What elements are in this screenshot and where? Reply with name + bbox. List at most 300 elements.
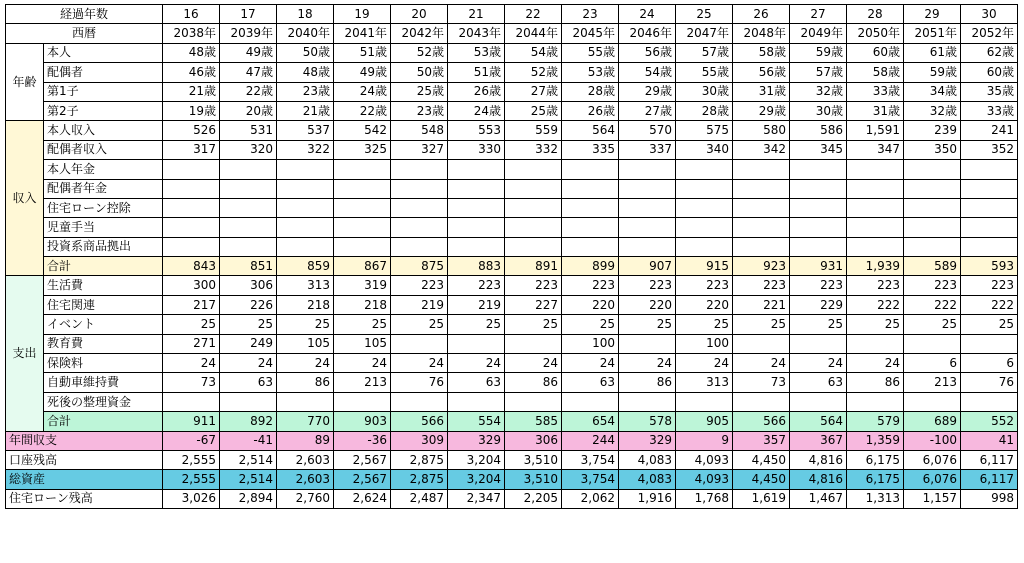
value-cell — [847, 160, 904, 179]
western-year-cell: 2050年 — [847, 24, 904, 43]
value-cell: 223 — [904, 276, 961, 295]
value-cell: 25 — [220, 315, 277, 334]
value-cell: 2,875 — [391, 450, 448, 469]
value-cell: 220 — [562, 295, 619, 314]
value-cell: 1,157 — [904, 489, 961, 508]
value-cell: 352 — [961, 140, 1018, 159]
value-cell: 26歳 — [562, 101, 619, 120]
value-cell: 25 — [334, 315, 391, 334]
value-cell: 63 — [562, 373, 619, 392]
value-cell: 770 — [277, 412, 334, 431]
value-cell: 327 — [391, 140, 448, 159]
value-cell: 100 — [676, 334, 733, 353]
value-cell: 4,816 — [790, 470, 847, 489]
value-cell: 907 — [619, 257, 676, 276]
value-cell: 24 — [619, 354, 676, 373]
value-cell: 1,768 — [676, 489, 733, 508]
value-cell: 332 — [505, 140, 562, 159]
value-cell: 22歳 — [220, 82, 277, 101]
western-label: 西暦 — [6, 24, 163, 43]
western-year-cell: 2043年 — [448, 24, 505, 43]
value-cell: 24歳 — [448, 101, 505, 120]
value-cell: 244 — [562, 431, 619, 450]
value-cell — [220, 160, 277, 179]
value-cell: -41 — [220, 431, 277, 450]
row-label: 教育費 — [44, 334, 163, 353]
value-cell — [448, 392, 505, 411]
value-cell: 62歳 — [961, 43, 1018, 62]
value-cell: 41 — [961, 431, 1018, 450]
value-cell — [505, 237, 562, 256]
value-cell: 30歳 — [676, 82, 733, 101]
value-cell: -36 — [334, 431, 391, 450]
value-cell: 50歳 — [391, 63, 448, 82]
value-cell: 213 — [904, 373, 961, 392]
value-cell: 24 — [391, 354, 448, 373]
value-cell: 59歳 — [904, 63, 961, 82]
value-cell: 47歳 — [220, 63, 277, 82]
expense-row — [6, 315, 1018, 334]
value-cell: 6,175 — [847, 450, 904, 469]
value-cell: 24歳 — [334, 82, 391, 101]
value-cell: 229 — [790, 295, 847, 314]
value-cell: 24 — [505, 354, 562, 373]
value-cell: 73 — [163, 373, 220, 392]
value-cell: 63 — [220, 373, 277, 392]
value-cell — [733, 237, 790, 256]
value-cell: 566 — [391, 412, 448, 431]
expense-row — [6, 392, 1018, 411]
value-cell — [961, 334, 1018, 353]
value-cell: 25 — [676, 315, 733, 334]
section-income-label: 収入 — [6, 121, 44, 276]
value-cell — [448, 160, 505, 179]
value-cell: 589 — [904, 257, 961, 276]
value-cell: 220 — [676, 295, 733, 314]
value-cell: 570 — [619, 121, 676, 140]
year-cell: 23 — [562, 5, 619, 24]
income-row — [6, 237, 1018, 256]
value-cell: 220 — [619, 295, 676, 314]
value-cell: 217 — [163, 295, 220, 314]
value-cell — [619, 160, 676, 179]
value-cell: 367 — [790, 431, 847, 450]
value-cell — [676, 160, 733, 179]
value-cell: 19歳 — [163, 101, 220, 120]
value-cell: 222 — [847, 295, 904, 314]
value-cell — [448, 179, 505, 198]
value-cell: 851 — [220, 257, 277, 276]
value-cell: 33歳 — [847, 82, 904, 101]
value-cell: 55歳 — [562, 43, 619, 62]
value-cell: 32歳 — [790, 82, 847, 101]
value-cell: 223 — [505, 276, 562, 295]
value-cell — [448, 198, 505, 217]
value-cell — [505, 392, 562, 411]
value-cell: 58歳 — [733, 43, 790, 62]
value-cell: 6,117 — [961, 450, 1018, 469]
value-cell: 2,514 — [220, 470, 277, 489]
value-cell — [733, 160, 790, 179]
value-cell: 998 — [961, 489, 1018, 508]
value-cell — [676, 218, 733, 237]
value-cell: 271 — [163, 334, 220, 353]
value-cell: 49歳 — [220, 43, 277, 62]
row-label: 本人収入 — [44, 121, 163, 140]
value-cell — [790, 218, 847, 237]
value-cell: 218 — [277, 295, 334, 314]
value-cell — [676, 237, 733, 256]
value-cell: 89 — [277, 431, 334, 450]
value-cell: 222 — [961, 295, 1018, 314]
value-cell: 2,062 — [562, 489, 619, 508]
value-cell: 25 — [505, 315, 562, 334]
value-cell: 585 — [505, 412, 562, 431]
value-cell — [163, 198, 220, 217]
value-cell: 25 — [847, 315, 904, 334]
value-cell: 30歳 — [790, 101, 847, 120]
value-cell: 105 — [277, 334, 334, 353]
row-label: 生活費 — [44, 276, 163, 295]
value-cell — [220, 392, 277, 411]
value-cell: 3,204 — [448, 450, 505, 469]
year-cell: 21 — [448, 5, 505, 24]
value-cell: 313 — [277, 276, 334, 295]
row-label: 配偶者収入 — [44, 140, 163, 159]
value-cell: 575 — [676, 121, 733, 140]
value-cell: 350 — [904, 140, 961, 159]
value-cell: 320 — [220, 140, 277, 159]
expense-row — [6, 276, 1018, 295]
mortgage-balance-row — [6, 489, 1018, 508]
value-cell — [619, 334, 676, 353]
row-label: 本人 — [44, 43, 163, 62]
western-year-cell: 2052年 — [961, 24, 1018, 43]
value-cell: 357 — [733, 431, 790, 450]
value-cell: 554 — [448, 412, 505, 431]
western-year-cell: 2045年 — [562, 24, 619, 43]
value-cell: 241 — [961, 121, 1018, 140]
value-cell: 29歳 — [619, 82, 676, 101]
value-cell: 2,555 — [163, 470, 220, 489]
value-cell: 54歳 — [505, 43, 562, 62]
value-cell: 4,450 — [733, 470, 790, 489]
year-cell: 27 — [790, 5, 847, 24]
western-year-cell: 2038年 — [163, 24, 220, 43]
value-cell: 911 — [163, 412, 220, 431]
value-cell — [163, 179, 220, 198]
value-cell: 6 — [961, 354, 1018, 373]
western-year-cell: 2040年 — [277, 24, 334, 43]
value-cell: 553 — [448, 121, 505, 140]
row-label: 合計 — [44, 257, 163, 276]
row-label: 口座残高 — [6, 450, 163, 469]
value-cell — [334, 198, 391, 217]
value-cell — [904, 237, 961, 256]
value-cell: 25歳 — [391, 82, 448, 101]
row-label: 本人年金 — [44, 160, 163, 179]
western-year-cell: 2047年 — [676, 24, 733, 43]
income-row — [6, 160, 1018, 179]
value-cell: -67 — [163, 431, 220, 450]
value-cell: 4,093 — [676, 450, 733, 469]
value-cell — [790, 237, 847, 256]
value-cell: 58歳 — [847, 63, 904, 82]
value-cell — [448, 334, 505, 353]
value-cell: 26歳 — [448, 82, 505, 101]
value-cell — [505, 160, 562, 179]
value-cell: 53歳 — [562, 63, 619, 82]
value-cell — [220, 218, 277, 237]
year-cell: 26 — [733, 5, 790, 24]
value-cell — [391, 334, 448, 353]
value-cell: 25 — [562, 315, 619, 334]
value-cell: 306 — [220, 276, 277, 295]
value-cell — [904, 392, 961, 411]
value-cell — [904, 334, 961, 353]
western-year-cell: 2044年 — [505, 24, 562, 43]
value-cell: 76 — [391, 373, 448, 392]
value-cell — [562, 198, 619, 217]
value-cell — [961, 160, 1018, 179]
years-label: 経過年数 — [6, 5, 163, 24]
value-cell — [847, 179, 904, 198]
western-year-cell: 2042年 — [391, 24, 448, 43]
value-cell: 654 — [562, 412, 619, 431]
income-row — [6, 179, 1018, 198]
value-cell: 3,510 — [505, 450, 562, 469]
value-cell: 76 — [961, 373, 1018, 392]
value-cell: 579 — [847, 412, 904, 431]
value-cell: 317 — [163, 140, 220, 159]
value-cell: 25 — [277, 315, 334, 334]
expense-row — [6, 373, 1018, 392]
value-cell: 59歳 — [790, 43, 847, 62]
value-cell — [505, 179, 562, 198]
value-cell — [619, 392, 676, 411]
value-cell: 25 — [163, 315, 220, 334]
value-cell: 86 — [619, 373, 676, 392]
value-cell: 48歳 — [163, 43, 220, 62]
value-cell: 25歳 — [505, 101, 562, 120]
year-cell: 17 — [220, 5, 277, 24]
value-cell: 2,555 — [163, 450, 220, 469]
cashflow-table — [5, 4, 1018, 509]
value-cell — [904, 160, 961, 179]
value-cell: 63 — [448, 373, 505, 392]
value-cell: 340 — [676, 140, 733, 159]
annual-balance-row — [6, 431, 1018, 450]
value-cell — [448, 218, 505, 237]
value-cell: 25 — [619, 315, 676, 334]
value-cell: 73 — [733, 373, 790, 392]
row-label: 住宅ローン残高 — [6, 489, 163, 508]
value-cell — [334, 218, 391, 237]
value-cell: 51歳 — [448, 63, 505, 82]
value-cell: 2,514 — [220, 450, 277, 469]
value-cell: 223 — [733, 276, 790, 295]
value-cell — [619, 198, 676, 217]
value-cell: 6 — [904, 354, 961, 373]
value-cell: 1,359 — [847, 431, 904, 450]
value-cell — [790, 392, 847, 411]
value-cell — [847, 198, 904, 217]
age-row — [6, 101, 1018, 120]
value-cell: 542 — [334, 121, 391, 140]
value-cell: 531 — [220, 121, 277, 140]
value-cell: 593 — [961, 257, 1018, 276]
value-cell: 923 — [733, 257, 790, 276]
value-cell: 24 — [847, 354, 904, 373]
value-cell: 57歳 — [790, 63, 847, 82]
value-cell: 1,916 — [619, 489, 676, 508]
row-label: 合計 — [44, 412, 163, 431]
value-cell: 35歳 — [961, 82, 1018, 101]
value-cell: 3,204 — [448, 470, 505, 489]
value-cell: 3,510 — [505, 470, 562, 489]
value-cell: 552 — [961, 412, 1018, 431]
income-total-row — [6, 257, 1018, 276]
value-cell: 892 — [220, 412, 277, 431]
value-cell: 60歳 — [847, 43, 904, 62]
value-cell: 24 — [334, 354, 391, 373]
value-cell: 48歳 — [277, 63, 334, 82]
row-label: 配偶者 — [44, 63, 163, 82]
value-cell: 689 — [904, 412, 961, 431]
value-cell: 915 — [676, 257, 733, 276]
value-cell: 223 — [790, 276, 847, 295]
row-label: 自動車維持費 — [44, 373, 163, 392]
value-cell — [733, 392, 790, 411]
value-cell: 24 — [676, 354, 733, 373]
value-cell: 891 — [505, 257, 562, 276]
value-cell — [220, 198, 277, 217]
value-cell: 34歳 — [904, 82, 961, 101]
value-cell — [163, 160, 220, 179]
value-cell: 25 — [391, 315, 448, 334]
value-cell: 9 — [676, 431, 733, 450]
expense-row — [6, 354, 1018, 373]
value-cell: 931 — [790, 257, 847, 276]
value-cell — [904, 179, 961, 198]
cashflow-table-body — [6, 5, 1018, 509]
value-cell: 55歳 — [676, 63, 733, 82]
value-cell: 580 — [733, 121, 790, 140]
value-cell: 223 — [847, 276, 904, 295]
value-cell: 548 — [391, 121, 448, 140]
value-cell: 329 — [619, 431, 676, 450]
value-cell — [961, 179, 1018, 198]
value-cell: 1,467 — [790, 489, 847, 508]
value-cell: 6,076 — [904, 470, 961, 489]
value-cell — [277, 237, 334, 256]
value-cell — [391, 198, 448, 217]
row-label: 住宅関連 — [44, 295, 163, 314]
value-cell — [790, 334, 847, 353]
value-cell: 52歳 — [505, 63, 562, 82]
value-cell — [277, 160, 334, 179]
value-cell: 226 — [220, 295, 277, 314]
value-cell: 56歳 — [733, 63, 790, 82]
value-cell: 223 — [961, 276, 1018, 295]
value-cell — [961, 392, 1018, 411]
value-cell — [562, 218, 619, 237]
value-cell: 24 — [733, 354, 790, 373]
value-cell — [391, 218, 448, 237]
age-row — [6, 43, 1018, 62]
value-cell: 223 — [676, 276, 733, 295]
value-cell: 564 — [790, 412, 847, 431]
value-cell — [562, 160, 619, 179]
value-cell — [505, 198, 562, 217]
value-cell: 100 — [562, 334, 619, 353]
value-cell: 86 — [277, 373, 334, 392]
age-row — [6, 82, 1018, 101]
row-label: イベント — [44, 315, 163, 334]
value-cell: 347 — [847, 140, 904, 159]
value-cell — [904, 218, 961, 237]
value-cell — [847, 218, 904, 237]
value-cell: 61歳 — [904, 43, 961, 62]
value-cell: 883 — [448, 257, 505, 276]
value-cell: 342 — [733, 140, 790, 159]
value-cell: 2,205 — [505, 489, 562, 508]
year-cell: 28 — [847, 5, 904, 24]
value-cell: 63 — [790, 373, 847, 392]
value-cell: 24 — [448, 354, 505, 373]
value-cell: 28歳 — [562, 82, 619, 101]
income-row — [6, 140, 1018, 159]
value-cell: 3,754 — [562, 450, 619, 469]
value-cell: 2,875 — [391, 470, 448, 489]
value-cell: 306 — [505, 431, 562, 450]
value-cell: 218 — [334, 295, 391, 314]
value-cell: 843 — [163, 257, 220, 276]
value-cell — [847, 334, 904, 353]
value-cell: 52歳 — [391, 43, 448, 62]
value-cell: 4,083 — [619, 470, 676, 489]
value-cell: 1,939 — [847, 257, 904, 276]
value-cell — [733, 179, 790, 198]
value-cell: 60歳 — [961, 63, 1018, 82]
value-cell: 875 — [391, 257, 448, 276]
western-year-cell: 2046年 — [619, 24, 676, 43]
value-cell: 300 — [163, 276, 220, 295]
value-cell — [847, 237, 904, 256]
value-cell: 24 — [790, 354, 847, 373]
year-cell: 18 — [277, 5, 334, 24]
value-cell: 23歳 — [391, 101, 448, 120]
value-cell: 566 — [733, 412, 790, 431]
value-cell: 56歳 — [619, 43, 676, 62]
western-year-cell: 2048年 — [733, 24, 790, 43]
expense-row — [6, 334, 1018, 353]
value-cell: 51歳 — [334, 43, 391, 62]
value-cell — [847, 392, 904, 411]
value-cell: 526 — [163, 121, 220, 140]
value-cell: 239 — [904, 121, 961, 140]
value-cell — [163, 237, 220, 256]
header-western-row — [6, 24, 1018, 43]
value-cell: 33歳 — [961, 101, 1018, 120]
value-cell — [448, 237, 505, 256]
value-cell: 1,313 — [847, 489, 904, 508]
year-cell: 22 — [505, 5, 562, 24]
value-cell: 27歳 — [505, 82, 562, 101]
value-cell: 227 — [505, 295, 562, 314]
value-cell: 345 — [790, 140, 847, 159]
value-cell: 4,450 — [733, 450, 790, 469]
